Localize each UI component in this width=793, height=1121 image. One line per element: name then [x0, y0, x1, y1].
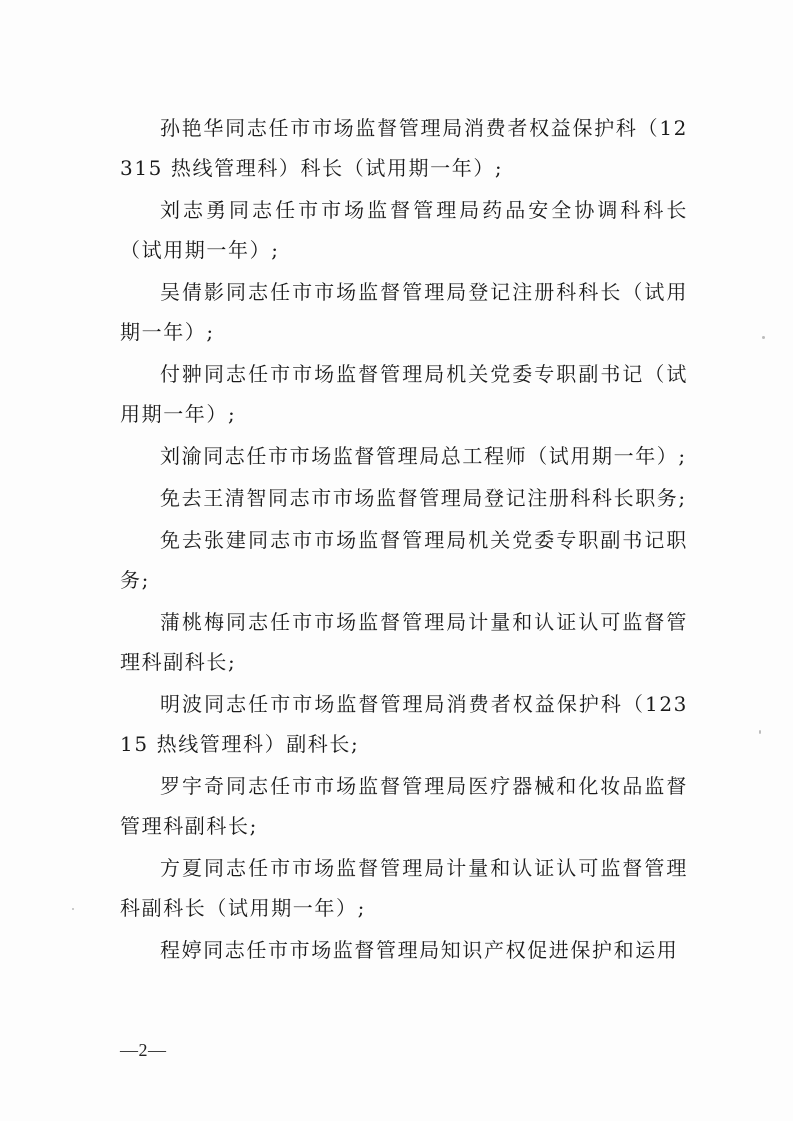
- scan-speck: [759, 730, 761, 734]
- scan-speck: [72, 908, 74, 910]
- paragraph-appointment-cheng-ting: 程婷同志任市市场监督管理局知识产权促进保护和运用: [160, 938, 679, 962]
- paragraph-appointment-luo-yuqi: 罗宇奇同志任市市场监督管理局医疗器械和化妆品监督管理科副科长;: [120, 774, 688, 838]
- paragraph-appointment-sun-yanhua: 孙艳华同志任市市场监督管理局消费者权益保护科（12315 热线管理科）科长（试用期一年）;: [120, 116, 688, 180]
- scan-speck: [762, 336, 765, 339]
- page-number: —2—: [120, 1040, 167, 1060]
- document-body: [120, 108, 688, 972]
- paragraph-appointment-wu-qianying: 吴倩影同志任市市场监督管理局登记注册科科长（试用期一年）;: [120, 280, 688, 344]
- paragraph-appointment-ming-bo: 明波同志任市市场监督管理局消费者权益保护科（12315 热线管理科）副科长;: [120, 692, 688, 756]
- paragraph-removal-wang-qingzhi: 免去王清智同志市市场监督管理局登记注册科科长职务;: [160, 486, 687, 510]
- paragraph-appointment-liu-zhiyong: 刘志勇同志任市市场监督管理局药品安全协调科科长（试用期一年）;: [120, 198, 688, 262]
- paragraph-appointment-fu-chong: 付翀同志任市市场监督管理局机关党委专职副书记（试用期一年）;: [120, 362, 688, 426]
- paragraph-appointment-pu-taomei: 蒲桃梅同志任市市场监督管理局计量和认证认可监督管理科副科长;: [120, 610, 688, 674]
- paragraph-appointment-liu-yu: 刘渝同志任市市场监督管理局总工程师（试用期一年）;: [160, 444, 687, 468]
- paragraph-removal-zhang-jian: 免去张建同志市市场监督管理局机关党委专职副书记职务;: [120, 528, 688, 592]
- paragraph-appointment-fang-xia: 方夏同志任市市场监督管理局计量和认证认可监督管理科副科长（试用期一年）;: [120, 856, 688, 920]
